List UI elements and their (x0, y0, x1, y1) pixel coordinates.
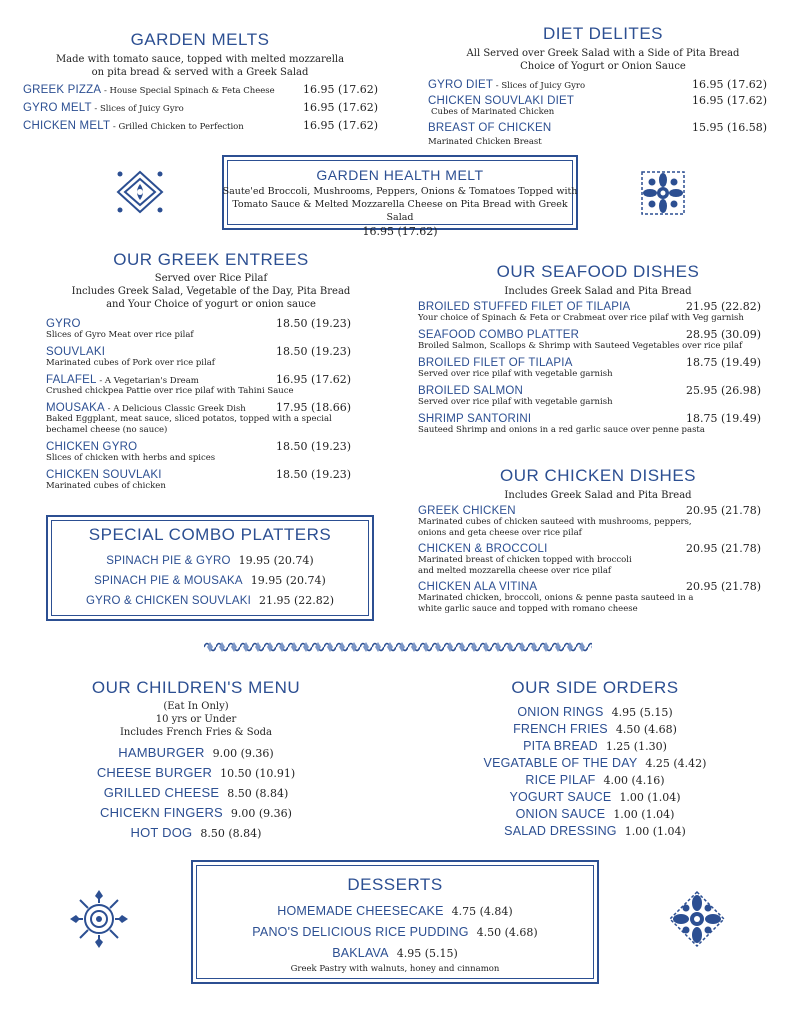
item-price: 10.50 (10.91) (220, 767, 296, 780)
item-name: GRILLED CHEESE (103, 785, 220, 800)
item-name: PANO'S DELICIOUS RICE PUDDING (252, 925, 469, 939)
item-desc: - Slices of Juicy Gyro (91, 104, 184, 114)
item-name: BROILED STUFFED FILET OF TILAPIA (418, 301, 631, 313)
menu-item[interactable] (46, 571, 374, 591)
seafood-section (418, 262, 778, 436)
item-price: 28.95 (30.09) (686, 328, 762, 341)
children-subtitle-2: 10 yrs or Under (155, 714, 237, 725)
item-sub-desc: Baked Eggplant, meat sauce, sliced potatos, topped with a special (46, 414, 332, 424)
menu-item[interactable] (418, 300, 778, 313)
item-name: CHICKEN MELT (23, 120, 111, 132)
item-name: YOGURT SAUCE (509, 790, 612, 804)
item-sub-desc: white garlic sauce and topped with romano cheese (418, 604, 638, 614)
menu-item[interactable] (430, 704, 760, 721)
greek-entrees-subtitle-1: Served over Rice Pilaf (154, 273, 268, 284)
item-name: GYRO & CHICKEN SOUVLAKI (85, 595, 251, 607)
item-sub-desc: Marinated cubes of Pork over rice pilaf (46, 358, 215, 368)
diet-delites-title: DIET DELITES (543, 24, 663, 43)
item-name: FALAFEL (46, 374, 97, 386)
chicken-section (418, 466, 778, 615)
menu-item[interactable] (23, 83, 380, 101)
item-name: SOUVLAKI (46, 346, 106, 358)
item-sub-desc: Marinated breast of chicken topped with broccoli (418, 555, 632, 565)
item-price: 4.50 (4.68) (615, 723, 677, 736)
chicken-subtitle: Includes Greek Salad and Pita Bread (504, 490, 692, 501)
item-desc: - Slices of Juicy Gyro (493, 81, 586, 91)
item-price: 20.95 (21.78) (686, 580, 762, 593)
item-price: 1.25 (1.30) (605, 740, 667, 753)
item-sub-desc: onions and geta cheese over rice pilaf (418, 528, 582, 538)
item-price: 8.50 (8.84) (227, 787, 289, 800)
item-price: 19.95 (20.74) (250, 574, 326, 587)
item-price: 18.50 (19.23) (276, 317, 352, 330)
combo-section (46, 525, 374, 611)
menu-item[interactable] (430, 806, 760, 823)
item-price: 16.95 (17.62) (303, 83, 379, 96)
item-name: HAMBURGER (118, 745, 205, 760)
children-subtitle-1: (Eat In Only) (163, 701, 229, 712)
menu-item[interactable] (418, 580, 778, 593)
item-price: 16.95 (17.62) (692, 78, 768, 91)
item-price: 1.00 (1.04) (624, 825, 686, 838)
greek-entrees-section (46, 250, 376, 492)
chicken-title: OUR CHICKEN DISHES (499, 466, 697, 485)
children-title: OUR CHILDREN'S MENU (91, 678, 301, 697)
diet-delites-subtitle-1: All Served over Greek Salad with a Side of Pita Bread (466, 48, 740, 59)
menu-item[interactable] (430, 721, 760, 738)
menu-item[interactable] (46, 763, 346, 783)
menu-item[interactable] (46, 803, 346, 823)
seafood-title: OUR SEAFOOD DISHES (496, 262, 700, 281)
item-sub-desc: Your choice of Spinach & Feta or Crabmeat over rice pilaf with Veg garnish (418, 313, 744, 323)
item-sub-desc: bechamel cheese (no sauce) (46, 425, 168, 435)
item-name: SPINACH PIE & GYRO (106, 555, 231, 567)
menu-item[interactable] (418, 384, 778, 397)
item-sub-desc: Served over rice pilaf with vegetable garnish (418, 369, 613, 379)
item-name: CHICKEN SOUVLAKI (46, 469, 162, 481)
item-desc: - A Vegetarian's Dream (96, 376, 199, 386)
item-price: 16.95 (17.62) (692, 94, 768, 107)
menu-item[interactable] (46, 401, 376, 414)
item-price: 18.75 (19.49) (686, 412, 762, 425)
item-sub-desc: Greek Pastry with walnuts, honey and cinnamon (290, 964, 500, 974)
item-sub-desc: Sauteed Shrimp and onions in a red garlic sauce over penne pasta (418, 425, 705, 435)
item-name: CHICKEN & BROCCOLI (418, 543, 548, 555)
menu-item[interactable] (23, 101, 380, 119)
menu-item[interactable] (191, 922, 599, 943)
medallion-icon (70, 890, 128, 948)
garden-health-line-1: Saute'ed Broccoli, Mushrooms, Peppers, Onions & Tomatoes Topped with (222, 186, 578, 197)
item-name: VEGATABLE OF THE DAY (483, 756, 638, 770)
menu-item[interactable] (418, 412, 778, 425)
item-price: 1.00 (1.04) (619, 791, 681, 804)
item-name: SALAD DRESSING (504, 824, 617, 838)
tile-ornament-icon (116, 170, 164, 214)
item-name: CHICEKN FINGERS (100, 805, 223, 820)
garden-melts-section (20, 30, 380, 137)
item-name: ONION RINGS (517, 705, 604, 719)
menu-item[interactable] (46, 317, 376, 330)
item-name: ONION SAUCE (515, 807, 606, 821)
item-name: GREEK CHICKEN (418, 505, 516, 517)
item-name: BROILED FILET OF TILAPIA (418, 357, 573, 369)
combo-title: SPECIAL COMBO PLATTERS (88, 525, 332, 544)
item-price: 4.25 (4.42) (645, 757, 707, 770)
children-subtitle-3: Includes French Fries & Soda (119, 727, 273, 738)
item-name: BAKLAVA (332, 946, 389, 960)
item-price: 15.95 (16.58) (692, 121, 768, 134)
diet-delites-subtitle-2: Choice of Yogurt or Onion Sauce (520, 61, 686, 72)
item-sub-desc: Crushed chickpea Pattie over rice pilaf with Tahini Sauce (46, 386, 294, 396)
item-name: HOMEMADE CHEESECAKE (277, 904, 444, 918)
item-price: 16.95 (17.62) (276, 373, 352, 386)
menu-item[interactable] (430, 772, 760, 789)
item-name: RICE PILAF (525, 773, 596, 787)
item-sub-desc: and melted mozzarella cheese over rice pilaf (418, 566, 612, 576)
item-name: SEAFOOD COMBO PLATTER (418, 329, 580, 341)
menu-item[interactable] (46, 743, 346, 763)
menu-item[interactable] (191, 943, 599, 964)
garden-melts-title: GARDEN MELTS (130, 30, 270, 49)
item-name: SHRIMP SANTORINI (418, 413, 532, 425)
item-price: 4.75 (4.84) (451, 905, 513, 918)
garden-health-title: GARDEN HEALTH MELT (316, 167, 484, 183)
item-price: 9.00 (9.36) (212, 747, 274, 760)
garden-melts-subtitle-1: Made with tomato sauce, topped with melted mozzarella (55, 54, 345, 65)
item-sub-desc: Marinated Chicken Breast (428, 137, 542, 147)
item-name: GYRO (46, 318, 81, 330)
item-price: 20.95 (21.78) (686, 542, 762, 555)
item-sub-desc: Served over rice pilaf with vegetable garnish (418, 397, 613, 407)
item-price: 17.95 (18.66) (276, 401, 352, 414)
wave-border-icon (204, 638, 592, 656)
garden-health-section (222, 167, 578, 238)
item-sub-desc: Marinated cubes of chicken (46, 481, 166, 491)
children-section (46, 678, 346, 843)
item-sub-desc: Slices of Gyro Meat over rice pilaf (46, 330, 194, 340)
menu-item[interactable] (430, 755, 760, 772)
menu-item[interactable] (428, 94, 778, 107)
item-price: 19.95 (20.74) (238, 554, 314, 567)
item-sub-desc: Cubes of Marinated Chicken (431, 107, 555, 117)
menu-item[interactable] (430, 823, 760, 840)
menu-item[interactable] (191, 901, 599, 922)
flower-tile-icon (668, 890, 726, 948)
item-name: HOT DOG (130, 825, 193, 840)
item-desc: - A Delicious Classic Greek Dish (104, 404, 246, 414)
item-desc: - House Special Spinach & Feta Cheese (101, 86, 275, 96)
item-name: CHICKEN SOUVLAKI DIET (428, 95, 575, 107)
menu-item[interactable] (46, 783, 346, 803)
diet-delites-section (428, 24, 778, 148)
menu-item[interactable] (428, 78, 778, 94)
menu-item[interactable] (46, 373, 376, 386)
item-price: 18.50 (19.23) (276, 440, 352, 453)
item-price: 4.00 (4.16) (603, 774, 665, 787)
menu-item[interactable] (46, 440, 376, 453)
item-price: 18.75 (19.49) (686, 356, 762, 369)
item-sub-desc: Slices of chicken with herbs and spices (46, 453, 216, 463)
menu-item[interactable] (418, 542, 778, 555)
sides-section (430, 678, 760, 840)
item-price: 16.95 (17.62) (303, 119, 379, 132)
item-price: 18.50 (19.23) (276, 468, 352, 481)
item-sub-desc: Broiled Salmon, Scallops & Shrimp with Sauteed Vegetables over rice pilaf (418, 341, 743, 351)
item-price: 25.95 (26.98) (686, 384, 762, 397)
item-price: 9.00 (9.36) (230, 807, 292, 820)
menu-item[interactable] (46, 591, 374, 611)
menu-item[interactable] (430, 789, 760, 806)
menu-item[interactable] (23, 119, 380, 137)
item-name: GYRO DIET (428, 79, 494, 91)
menu-item[interactable] (428, 121, 778, 137)
seafood-subtitle: Includes Greek Salad and Pita Bread (504, 286, 692, 297)
menu-item[interactable] (430, 738, 760, 755)
menu-item[interactable] (418, 356, 778, 369)
item-price: 4.50 (4.68) (476, 926, 538, 939)
item-price: 20.95 (21.78) (686, 504, 762, 517)
greek-entrees-title: OUR GREEK ENTREES (113, 250, 309, 269)
item-price: 16.95 (17.62) (303, 101, 379, 114)
garden-health-line-2: Tomato Sauce & Melted Mozzarella Cheese on Pita Bread with Greek Salad (232, 199, 568, 223)
item-name: CHEESE BURGER (96, 765, 213, 780)
item-name: FRENCH FRIES (513, 722, 608, 736)
greek-entrees-subtitle-2: Includes Greek Salad, Vegetable of the Day, Pita Bread (71, 286, 351, 297)
menu-item[interactable] (418, 328, 778, 341)
item-price: 4.95 (5.15) (396, 947, 458, 960)
item-desc: - Grilled Chicken to Perfection (110, 122, 244, 132)
sides-title: OUR SIDE ORDERS (511, 678, 679, 697)
item-name: BROILED SALMON (418, 385, 524, 397)
item-price: 8.50 (8.84) (200, 827, 262, 840)
menu-item[interactable] (46, 345, 376, 358)
menu-item[interactable] (46, 468, 376, 481)
garden-health-price: 16.95 (17.62) (362, 225, 438, 238)
item-name: BREAST OF CHICKEN (428, 122, 552, 134)
menu-item[interactable] (46, 551, 374, 571)
flower-tile-icon (640, 170, 686, 216)
menu-item[interactable] (418, 504, 778, 517)
item-price: 21.95 (22.82) (686, 300, 762, 313)
item-name: CHICKEN ALA VITINA (418, 581, 538, 593)
item-name: CHICKEN GYRO (46, 441, 138, 453)
item-price: 21.95 (22.82) (258, 594, 335, 607)
desserts-section (191, 875, 599, 975)
item-price: 18.50 (19.23) (276, 345, 352, 358)
desserts-title: DESSERTS (347, 875, 443, 894)
item-name: PITA BREAD (523, 739, 598, 753)
greek-entrees-subtitle-3: and Your Choice of yogurt or onion sauce (106, 299, 316, 310)
item-name: MOUSAKA (46, 402, 105, 414)
item-sub-desc: Marinated cubes of chicken sauteed with mushrooms, peppers, (418, 517, 692, 527)
item-name: GYRO MELT (23, 102, 92, 114)
item-name: SPINACH PIE & MOUSAKA (94, 575, 243, 587)
garden-melts-subtitle-2: on pita bread & served with a Greek Salad (91, 67, 309, 78)
item-price: 1.00 (1.04) (613, 808, 675, 821)
item-name: GREEK PIZZA (23, 84, 102, 96)
item-sub-desc: Marinated chicken, broccoli, onions & penne pasta sauteed in a (418, 593, 694, 603)
item-price: 4.95 (5.15) (611, 706, 673, 719)
menu-item[interactable] (46, 823, 346, 843)
